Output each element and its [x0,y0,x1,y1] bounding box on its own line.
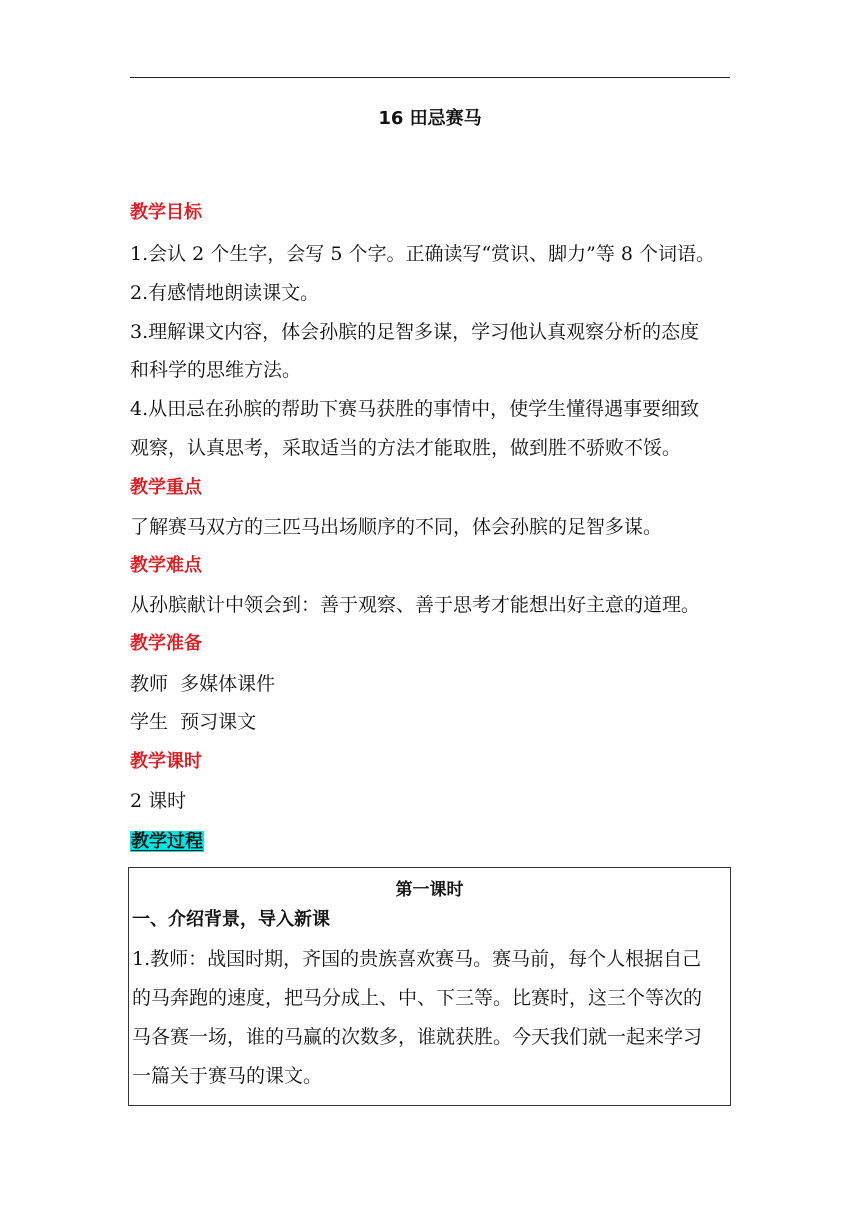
goal-line-2: 2.有感情地朗读课文。 [130,282,320,304]
hours-text: 2 课时 [130,790,187,812]
lesson-box-title: 第一课时 [395,880,464,900]
lesson-line-1: 1.教师：战国时期，齐国的贵族喜欢赛马。赛马前，每个人根据自己 [132,948,702,970]
difficulty-text: 从孙膑献计中领会到：善于观察、善于思考才能想出好主意的道理。 [130,594,701,616]
preparation-heading: 教学准备 [130,633,202,654]
lesson-line-3: 马各赛一场，谁的马赢的次数多，谁就获胜。今天我们就一起来学习 [132,1026,703,1048]
header-rule [130,77,730,78]
key-points-text: 了解赛马双方的三匹马出场顺序的不同，体会孙膑的足智多谋。 [130,516,663,538]
goal-line-4: 4.从田忌在孙膑的帮助下赛马获胜的事情中，使学生懂得遇事要细致 [130,398,700,420]
lesson-box [128,867,731,1106]
goal-line-1: 1.会认 2 个生字，会写 5 个字。正确读写“赏识、脚力”等 8 个词语。 [130,243,716,265]
preparation-student: 学生 预习课文 [130,711,257,733]
goal-line-4-cont: 观察，认真思考，采取适当的方法才能取胜，做到胜不骄败不馁。 [130,437,682,459]
lesson-line-2: 的马奔跑的速度，把马分成上、中、下三等。比赛时，这三个等次的 [132,987,703,1009]
key-points-heading: 教学重点 [130,477,202,498]
process-heading: 教学过程 [131,831,203,852]
lesson-line-4: 一篇关于赛马的课文。 [132,1065,323,1087]
hours-heading: 教学课时 [130,751,202,772]
page-title: 16 田忌赛马 [378,108,482,129]
goal-line-3: 3.理解课文内容，体会孙膑的足智多谋，学习他认真观察分析的态度 [130,321,700,343]
goal-line-3-cont: 和科学的思维方法。 [130,359,302,381]
lesson-subheading: 一、介绍背景，导入新课 [132,909,330,930]
goals-heading: 教学目标 [130,202,202,223]
difficulty-heading: 教学难点 [130,555,202,576]
process-heading-wrap [130,829,204,854]
preparation-teacher: 教师 多媒体课件 [130,673,276,695]
